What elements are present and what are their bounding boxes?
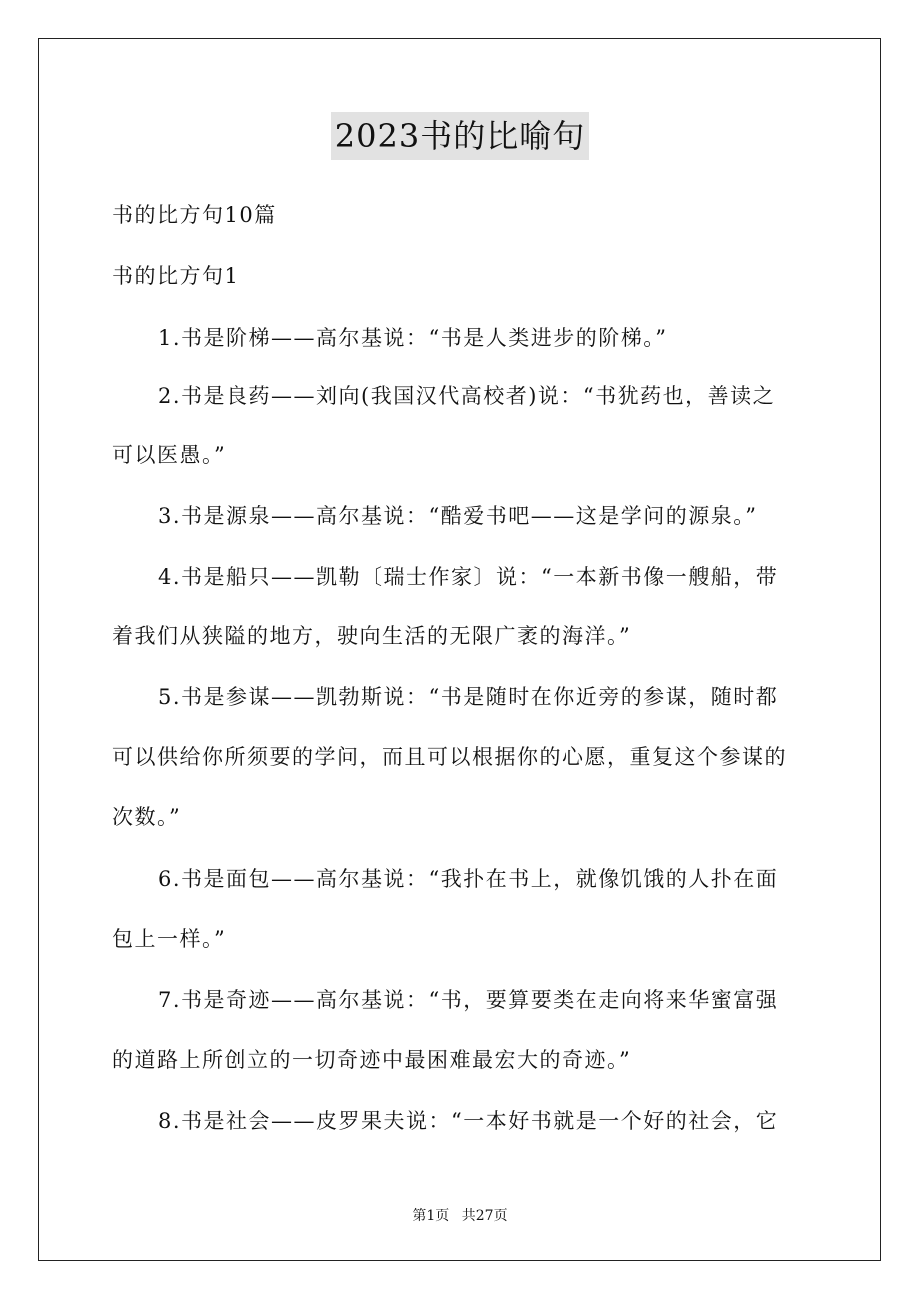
paragraph-line: 包上一样。”	[112, 927, 227, 951]
paragraph-line: 1.书是阶梯——高尔基说：“书是人类进步的阶梯。”	[158, 326, 668, 350]
document-title: 2023书的比喻句	[331, 112, 589, 160]
paragraph-line: 6.书是面包——高尔基说：“我扑在书上，就像饥饿的人扑在面	[158, 867, 779, 891]
paragraph-line: 7.书是奇迹——高尔基说：“书，要算要类在走向将来华蜜富强	[158, 988, 779, 1012]
paragraph-line: 的道路上所创立的一切奇迹中最困难最宏大的奇迹。”	[112, 1048, 632, 1072]
paragraph-line: 着我们从狭隘的地方，驶向生活的无限广袤的海洋。”	[112, 624, 632, 648]
title-container	[0, 112, 920, 160]
paragraph-line: 2.书是良药——刘向(我国汉代高校者)说：“书犹药也，善读之	[158, 384, 776, 408]
paragraph-line: 3.书是源泉——高尔基说：“酷爱书吧——这是学问的源泉。”	[158, 504, 758, 528]
paragraph-line: 4.书是船只——凯勒〔瑞士作家〕说：“一本新书像一艘船，带	[158, 565, 779, 589]
paragraph-line: 次数。”	[112, 805, 182, 829]
total-pages-label: 共27页	[461, 1208, 508, 1224]
page-footer	[0, 1206, 920, 1226]
document-subtitle: 书的比方句10篇	[112, 203, 277, 227]
paragraph-line: 可以供给你所须要的学问，而且可以根据你的心愿，重复这个参谋的	[112, 745, 787, 769]
paragraph-line: 5.书是参谋——凯勃斯说：“书是随时在你近旁的参谋，随时都	[158, 685, 779, 709]
section-heading: 书的比方句1	[112, 264, 240, 288]
paragraph-line: 8.书是社会——皮罗果夫说：“一本好书就是一个好的社会，它	[158, 1109, 779, 1133]
current-page-label: 第1页	[412, 1208, 450, 1224]
paragraph-line: 可以医愚。”	[112, 443, 227, 467]
